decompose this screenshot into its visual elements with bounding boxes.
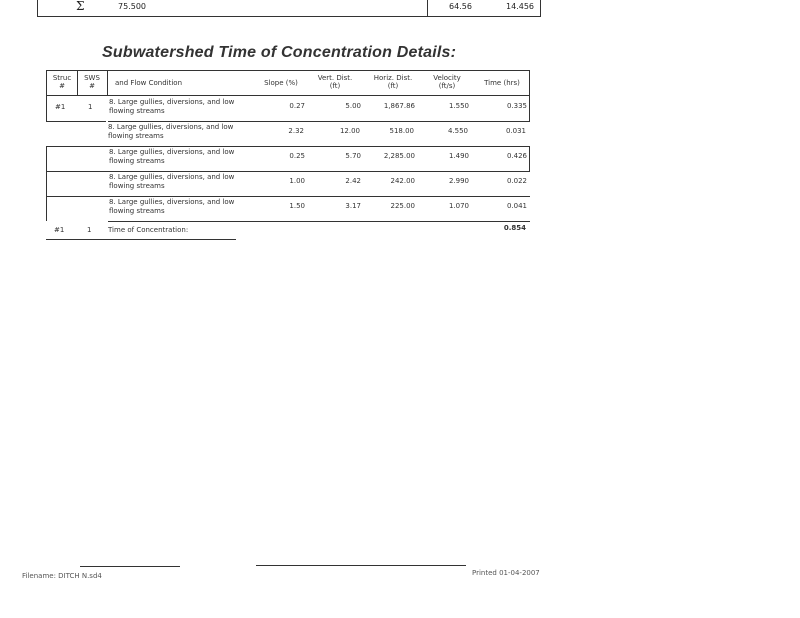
vert-cell: 2.42 [345,177,361,185]
column-divider [427,0,428,16]
table-header [46,70,530,96]
total-time: 0.854 [503,224,526,232]
time-cell: 0.426 [506,152,527,160]
time-cell: 0.041 [506,202,527,210]
vert-cell: 12.00 [339,127,360,135]
vert-cell: 5.00 [345,102,361,110]
flow-cell: 8. Large gullies, diversions, and low flowing streams [108,123,234,140]
summary-row [37,0,541,17]
time-of-concentration-table [46,70,530,239]
table-row [46,171,530,196]
flow-cell: 8. Large gullies, diversions, and low flowing streams [109,148,235,165]
vert-cell: 3.17 [345,202,361,210]
slope-cell: 0.27 [289,102,305,110]
struct-cell: #1 [55,103,66,111]
flow-cell: 8. Large gullies, diversions, and low flowing streams [109,198,235,215]
slope-cell: 0.25 [289,152,305,160]
header-slope: Slope (%) [264,79,298,87]
header-horiz: Horiz. Dist. (ft) [373,74,413,90]
horiz-cell: 518.00 [389,127,414,135]
slope-cell: 1.50 [289,202,305,210]
velocity-cell: 1.550 [448,102,469,110]
velocity-cell: 4.550 [447,127,468,135]
summary-value-2: 14.456 [506,2,534,11]
header-flow: and Flow Condition [115,79,183,87]
horiz-cell: 242.00 [390,177,415,185]
struct-cell: #1 [54,226,65,234]
sws-cell: 1 [87,226,92,234]
table-row [46,121,530,146]
horiz-cell: 2,285.00 [383,152,415,160]
row-rule [46,239,236,240]
vert-cell: 5.70 [345,152,361,160]
total-row [46,221,530,239]
header-struct: Struc # [52,74,72,90]
velocity-cell: 2.990 [448,177,469,185]
header-velocity: Velocity (ft/s) [433,74,461,90]
summary-total: 75.500 [118,2,146,11]
footer-printed: Printed 01-04-2007 [472,569,540,577]
time-cell: 0.031 [505,127,526,135]
sws-cell: 1 [88,103,93,111]
time-cell: 0.335 [506,102,527,110]
footer-filename: Filename: DITCH N.sd4 [22,572,102,580]
table-row [46,96,530,121]
horiz-cell: 1,867.86 [383,102,415,110]
footer-rule [256,565,466,566]
header-divider [77,71,78,95]
header-time: Time (hrs) [484,79,520,87]
slope-cell: 2.32 [288,127,304,135]
total-label: Time of Concentration: [108,226,189,234]
summary-value-1: 64.56 [449,2,472,11]
table-row [46,146,530,171]
velocity-cell: 1.490 [448,152,469,160]
velocity-cell: 1.070 [448,202,469,210]
section-title: Subwatershed Time of Concentration Details: [102,44,457,61]
time-cell: 0.022 [506,177,527,185]
table-row [46,196,530,221]
flow-cell: 8. Large gullies, diversions, and low flowing streams [109,173,235,190]
footer-rule [80,566,180,567]
header-divider [107,71,108,95]
horiz-cell: 225.00 [390,202,415,210]
header-vert: Vert. Dist. (ft) [317,74,353,90]
slope-cell: 1.00 [289,177,305,185]
sigma-symbol: Σ [76,0,85,13]
header-sws: SWS # [84,74,100,90]
flow-cell: 8. Large gullies, diversions, and low flowing streams [109,98,235,115]
